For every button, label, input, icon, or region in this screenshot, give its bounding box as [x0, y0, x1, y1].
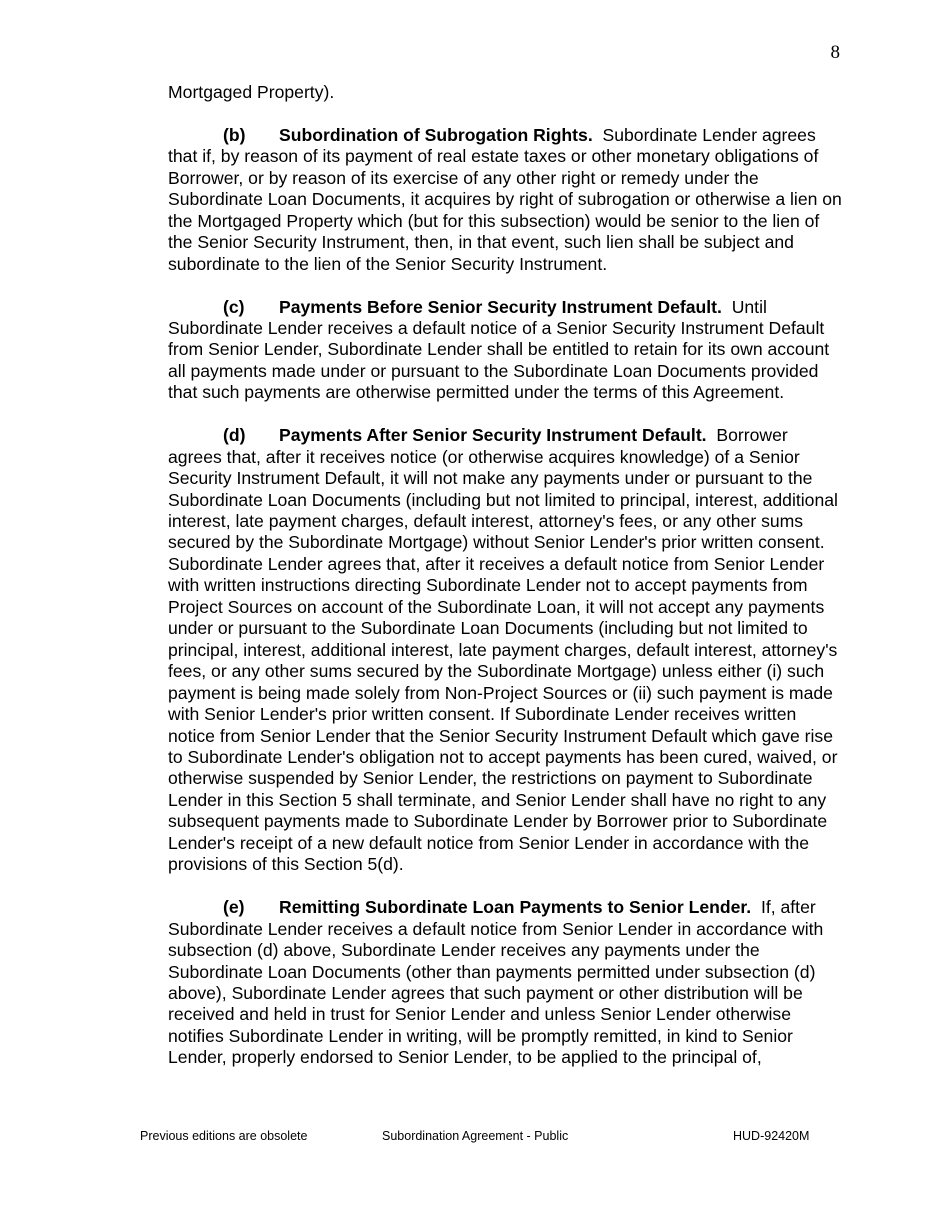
- section-e-heading: Remitting Subordinate Loan Payments to Senior Lender.: [279, 897, 752, 918]
- footer-editions-note: Previous editions are obsolete: [140, 1129, 308, 1143]
- section-c-heading: Payments Before Senior Security Instrument Default.: [279, 296, 722, 317]
- section-c-label: (c): [223, 296, 245, 317]
- page-number: 8: [830, 42, 840, 63]
- footer-document-title: Subordination Agreement - Public: [382, 1129, 569, 1143]
- section-c-paragraph: [168, 297, 842, 404]
- section-c-body: Until Subordinate Lender receives a default notice of a Senior Security Instrument Default from Senior Lender, Subordinate Lender shall be entitled to retain for its own account all payments made under or pursuant to the Subordinate Loan Documents provided that such payments are otherwise permitted under the terms of this Agreement.: [168, 296, 830, 403]
- section-d-body: Borrower agrees that, after it receives notice (or otherwise acquires knowledge) of a Senior Security Instrument Default, it will not make any payments under or pursuant to the Subordinate Loan Documents (including but not limited to principal, interest, additional interest, late payment charges, default interest, attorney's fees, or any other sums secured by the Subordinate Mortgage) without Senior Lender's prior written consent. Subordinate Lender agrees that, after it receives a default notice from Senior Lender with written instructions directing Subordinate Lender not to accept payments from Project Sources on account of the Subordinate Loan, it will not accept any payments under or pursuant to the Subordinate Loan Documents (including but not limited to principal, interest, additional interest, late payment charges, default interest, attorney's fees, or any other sums secured by the Subordinate Mortgage) unless either (i) such payment is being made solely from Non-Project Sources or (ii) such payment is made with Senior Lender's prior written consent. If Subordinate Lender receives written notice from Senior Lender that the Senior Security Instrument Default which gave rise to Subordinate Lender's obligation not to accept payments has been cured, waived, or otherwise suspended by Senior Lender, the restrictions on payment to Subordinate Lender in this Section 5 shall terminate, and Senior Lender shall have no right to any subsequent payments made to Subordinate Lender by Borrower prior to Subordinate Lender's receipt of a new default notice from Senior Lender in accordance with the provisions of this Section 5(d).: [168, 425, 838, 875]
- section-b-label: (b): [223, 124, 246, 145]
- section-d-paragraph: [168, 425, 842, 876]
- intro-paragraph: Mortgaged Property).: [168, 82, 335, 102]
- section-d-label: (d): [223, 425, 246, 446]
- document-body: [168, 82, 842, 1069]
- section-e-body: If, after Subordinate Lender receives a default notice from Senior Lender in accordance with subsection (d) above, Subordinate Lender receives any payments under the Subordinate Loan Documents (other than payments permitted under subsection (d) above), Subordinate Lender agrees that such payment or other distribution will be received and held in trust for Senior Lender and unless Senior Lender otherwise notifies Subordinate Lender in writing, will be promptly remitted, in kind to Senior Lender, properly endorsed to Senior Lender, to be applied to the principal of,: [168, 897, 824, 1068]
- footer-form-number: HUD-92420M: [733, 1129, 810, 1143]
- section-b-heading: Subordination of Subrogation Rights.: [279, 124, 593, 145]
- section-e-paragraph: [168, 897, 842, 1069]
- section-b-body: Subordinate Lender agrees that if, by reason of its payment of real estate taxes or other monetary obligations of Borrower, or by reason of its exercise of any other right or remedy under the Subordinate Loan Documents, it acquires by right of subrogation or otherwise a lien on the Mortgaged Property which (but for this subsection) would be senior to the lien of the Senior Security Instrument, then, in that event, such lien shall be subject and subordinate to the lien of the Senior Security Instrument.: [168, 124, 842, 274]
- section-e-label: (e): [223, 897, 245, 918]
- section-b-paragraph: [168, 125, 842, 275]
- section-d-heading: Payments After Senior Security Instrument Default.: [279, 425, 707, 446]
- page-footer: [0, 1128, 950, 1144]
